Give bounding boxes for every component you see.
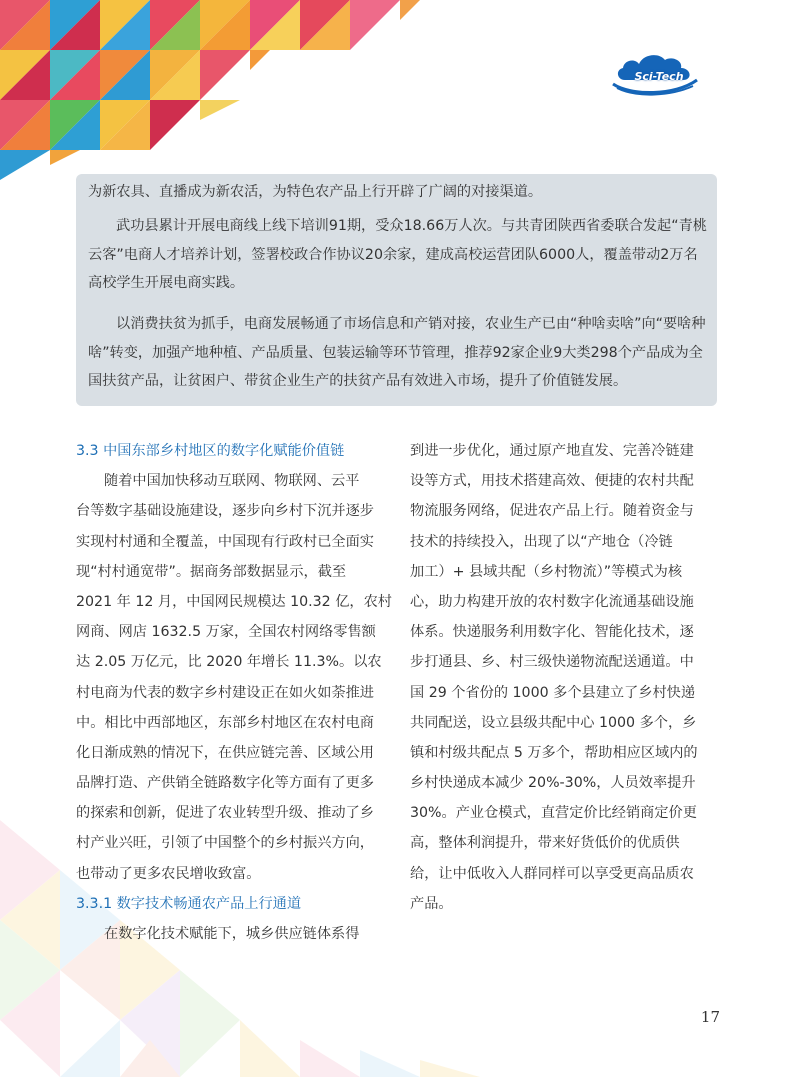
text-line: 2021 年 12 月，中国网民规模达 10.32 亿，农村 <box>76 593 392 610</box>
text-line: 体系。快递服务利用数字化、智能化技术，逐 <box>410 624 694 641</box>
text-line: 设等方式，用技术搭建高效、便捷的农村共配 <box>410 473 694 490</box>
text-line: 实现村村通和全覆盖，中国现有行政村已全面实 <box>76 533 374 550</box>
text-line: 到进一步优化，通过原产地直发、完善冷链建 <box>410 443 694 459</box>
right-column <box>410 436 720 919</box>
logo-text: Sci-Tech <box>634 70 684 83</box>
text-line: 30%。产业仓模式，直营定价比经销商定价更 <box>410 805 697 822</box>
text-line: 品牌打造、产供销全链路数字化等方面有了更多 <box>76 775 374 792</box>
section-heading: 3.3 中国东部乡村地区的数字化赋能价值链 <box>76 443 345 459</box>
text-line: 技术的持续投入，出现了以“产地仓（冷链 <box>410 533 673 550</box>
text-line: 高，整体利润提升，带来好货低价的优质供 <box>410 835 680 852</box>
text-line: 也带动了更多农民增收致富。 <box>76 865 261 882</box>
box-paragraph-2: 武功县累计开展电商线上线下培训91期，受众18.66万人次。与共青团陕西省委联合发起“青桃云客”电商人才培养计划，签署校政合作协议20余家，建成高校运营团队6000人，覆盖带动2万名高校学生开展电商实践。 <box>88 218 707 291</box>
left-column <box>76 436 392 949</box>
text-line: 镇和村级共配点 5 万多个，帮助相应区域内的 <box>410 744 698 761</box>
highlight-box <box>76 174 717 406</box>
text-line: 给，让中低收入人群同样可以享受更高品质农 <box>410 865 694 882</box>
page-number: 17 <box>700 1008 720 1026</box>
box-paragraph-1: 为新农具、直播成为新农活，为特色农产品上行开辟了广阔的对接渠道。 <box>88 184 543 200</box>
text-line: 国 29 个省份的 1000 多个县建立了乡村快递 <box>410 684 696 701</box>
text-line: 网商、网店 1632.5 万家，全国农村网络零售额 <box>76 624 376 641</box>
text-line: 随着中国加快移动互联网、物联网、云平 <box>104 473 360 490</box>
text-line: 心，助力构建开放的农村数字化流通基础设施 <box>410 593 694 610</box>
box-paragraph-3: 以消费扶贫为抓手，电商发展畅通了市场信息和产销对接，农业生产已由“种啥卖啥”向“要啥种啥”转变，加强产地种植、产品质量、包装运输等环节管理，推荐92家企业9大类298个产品成为全国扶贫产品，让贫困户、带贫企业生产的扶贫产品有效进入市场，提升了价值链发展。 <box>88 316 706 389</box>
text-line: 加工）+ 县域共配（乡村物流）”等模式为核 <box>410 563 683 580</box>
subsection-heading: 3.3.1 数字技术畅通农产品上行通道 <box>76 895 302 912</box>
text-line: 产品。 <box>410 895 453 912</box>
text-line: 乡村快递成本减少 20%-30%，人员效率提升 <box>410 775 696 792</box>
text-line: 现“村村通宽带”。据商务部数据显示，截至 <box>76 563 347 580</box>
text-line: 化日渐成熟的情况下，在供应链完善、区域公用 <box>76 744 374 761</box>
text-line: 台等数字基础设施建设，逐步向乡村下沉并逐步 <box>76 503 374 520</box>
text-line: 在数字化技术赋能下，城乡供应链体系得 <box>104 926 360 942</box>
text-line: 共同配送，设立县级共配中心 1000 多个，乡 <box>410 714 697 731</box>
text-line: 物流服务网络，促进农产品上行。随着资金与 <box>410 503 694 520</box>
text-line: 达 2.05 万亿元，比 2020 年增长 11.3%。以农 <box>76 654 382 671</box>
text-line: 中。相比中西部地区，东部乡村地区在农村电商 <box>76 714 374 731</box>
text-line: 村产业兴旺，引领了中国整个的乡村振兴方向， <box>76 835 374 852</box>
text-line: 的探索和创新，促进了农业转型升级、推动了乡 <box>76 805 374 822</box>
text-line: 步打通县、乡、村三级快递物流配送通道。中 <box>410 654 694 671</box>
text-line: 村电商为代表的数字乡村建设正在如火如荼推进 <box>76 684 374 701</box>
